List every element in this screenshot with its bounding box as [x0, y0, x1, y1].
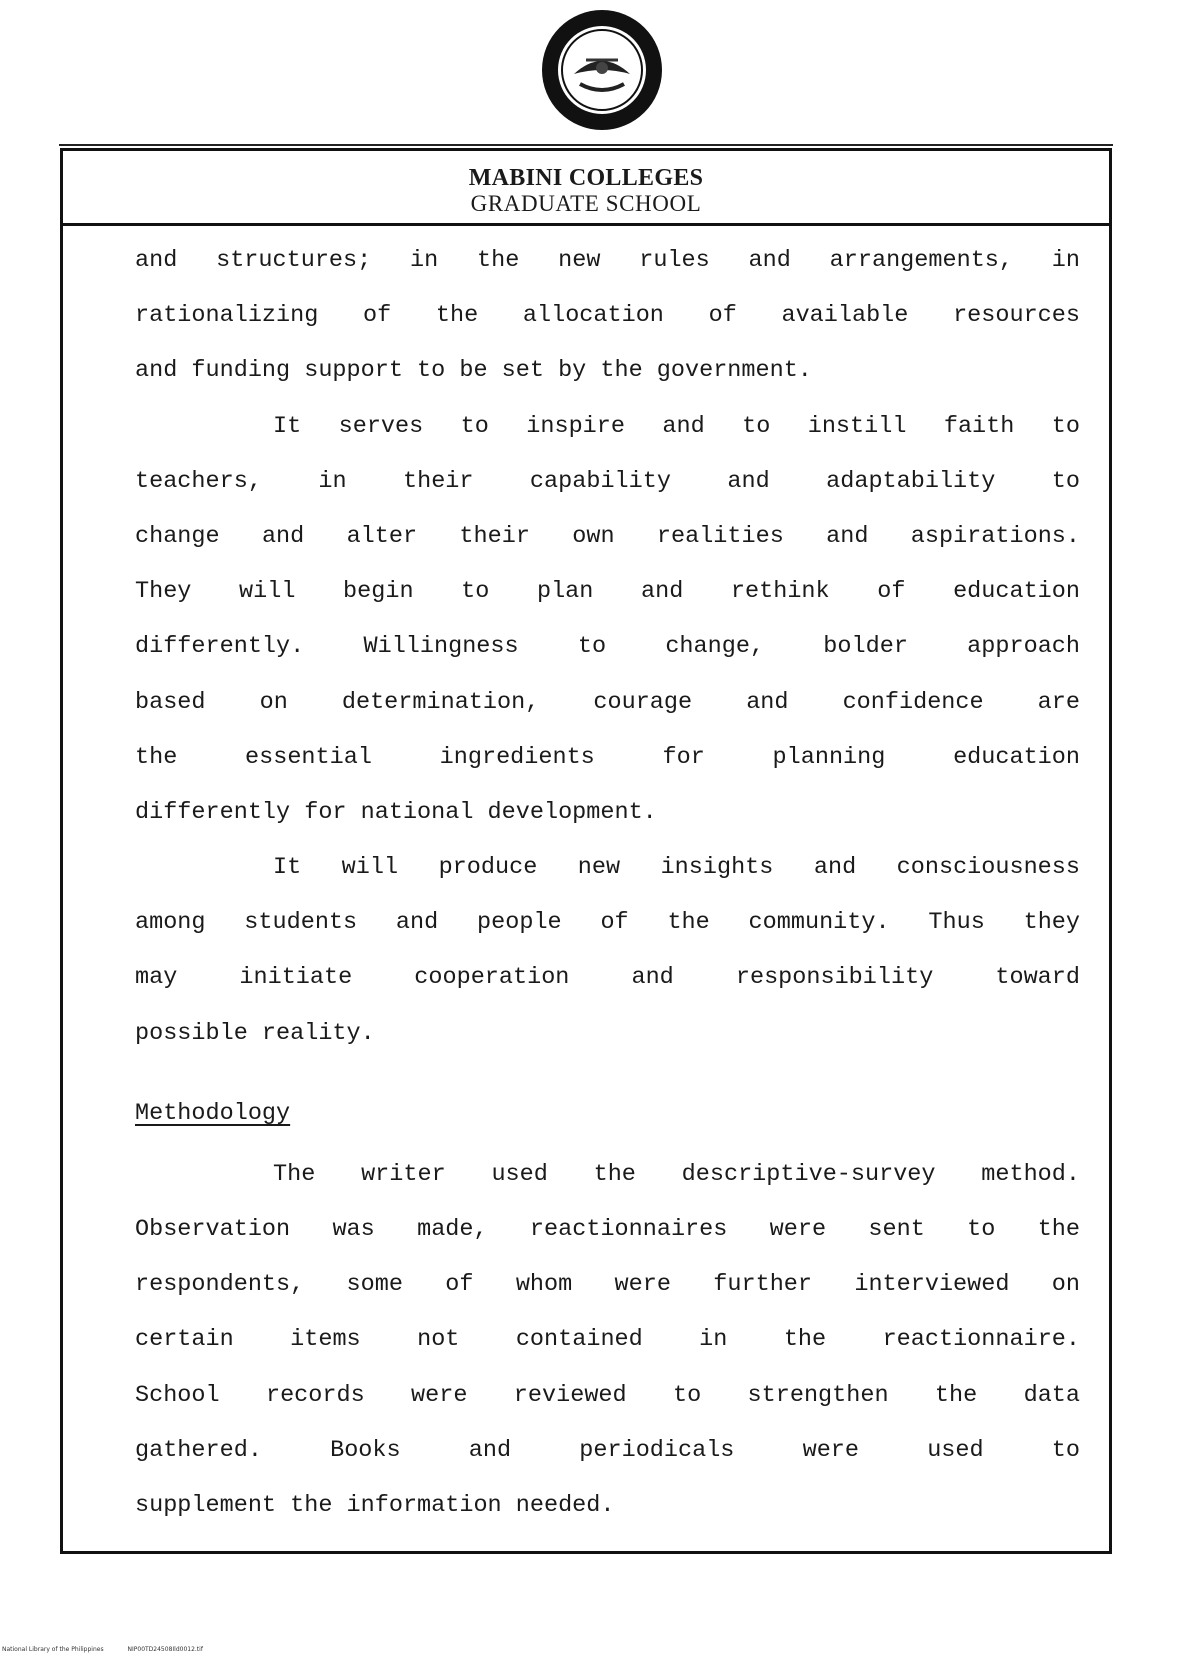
- text-line: differently for national development.: [135, 798, 657, 826]
- institution-name: MABINI COLLEGES: [468, 165, 704, 191]
- file-identifier: NIP00TD24508Ild0012.tif: [127, 1646, 203, 1653]
- text-line: gathered. Books and periodicals were used to: [135, 1436, 1080, 1464]
- text-line: and structures; in the new rules and arrangements, in: [135, 247, 1080, 274]
- text-line: They will begin to plan and rethink of education: [135, 578, 1080, 606]
- section-heading-methodology: Methodology: [135, 1099, 291, 1127]
- page-border-frame: [60, 148, 1112, 1554]
- text-line: It will produce new insights and consciousness: [273, 854, 1080, 882]
- text-line: the essential ingredients for planning education: [135, 743, 1080, 771]
- paragraph-methodology: [135, 1147, 1080, 1533]
- text-line: among students and people of the community. Thus they: [135, 909, 1080, 937]
- library-credit: National Library of the Philippines: [2, 1646, 104, 1653]
- text-line: supplement the information needed.: [135, 1491, 615, 1519]
- text-line: rationalizing of the allocation of available resources: [135, 302, 1080, 330]
- text-line: Observation was made, reactionnaires were sent to the: [135, 1216, 1080, 1243]
- paragraph-3: [135, 840, 1080, 1061]
- college-seal-emblem: [540, 8, 664, 132]
- text-line: It serves to inspire and to instill faith to: [273, 412, 1080, 440]
- document-body: [135, 233, 1080, 1533]
- text-line: respondents, some of whom were further interviewed on: [135, 1271, 1080, 1299]
- paragraph-1: [135, 233, 1080, 399]
- text-line: based on determination, courage and confidence are: [135, 688, 1080, 716]
- text-line: may initiate cooperation and responsibility toward: [135, 964, 1080, 992]
- letterhead: [63, 165, 1109, 217]
- school-name: GRADUATE SCHOOL: [470, 191, 702, 216]
- text-line: The writer used the descriptive-survey method.: [273, 1160, 1080, 1188]
- text-line: change and alter their own realities and aspirations.: [135, 522, 1080, 550]
- text-line: and funding support to be set by the government.: [135, 357, 812, 385]
- header-divider: [63, 223, 1109, 226]
- text-line: teachers, in their capability and adaptability to: [135, 467, 1080, 495]
- text-line: School records were reviewed to strengthen the data: [135, 1381, 1080, 1409]
- text-line: differently. Willingness to change, bolder approach: [135, 633, 1080, 661]
- text-line: certain items not contained in the reactionnaire.: [135, 1326, 1080, 1354]
- scan-footer: [2, 1646, 225, 1653]
- paragraph-2: [135, 399, 1080, 841]
- text-line: possible reality.: [135, 1019, 375, 1047]
